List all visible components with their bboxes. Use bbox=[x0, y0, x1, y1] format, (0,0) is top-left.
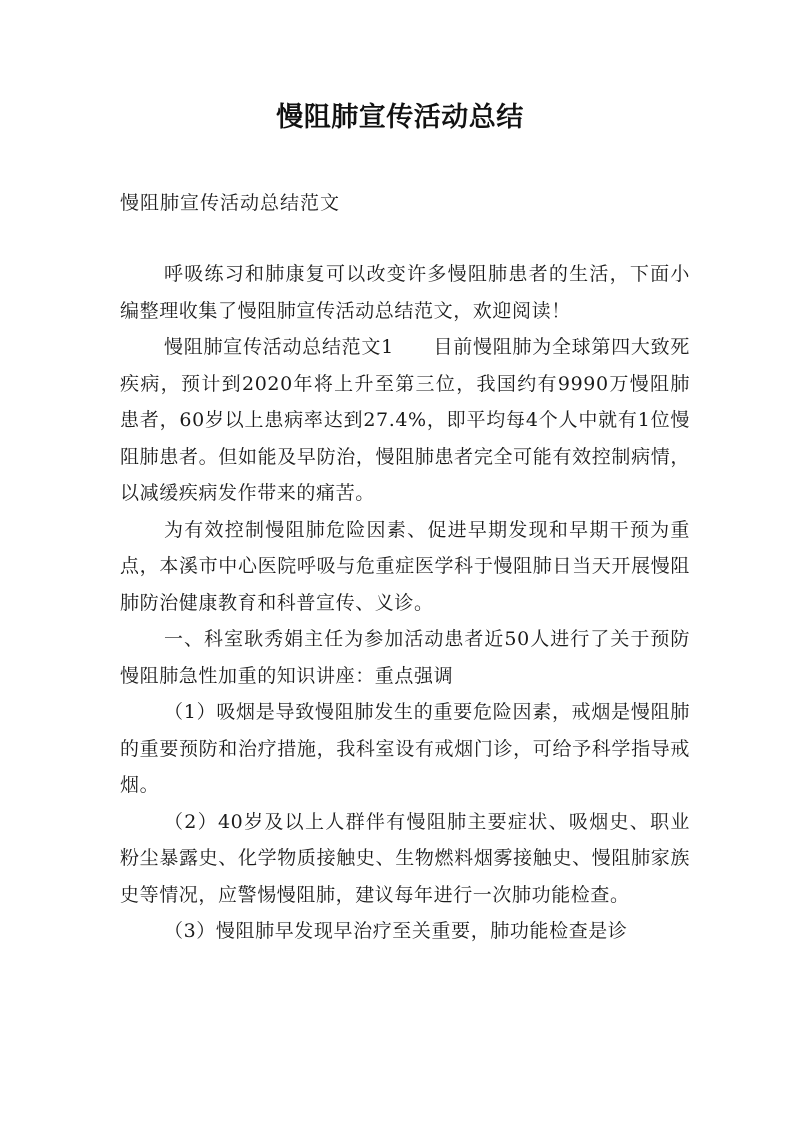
paragraph-lecture: 一、科室耿秀娟主任为参加活动患者近50人进行了关于预防慢阻肺急性加重的知识讲座：重点强调 bbox=[120, 628, 690, 687]
paragraph-point-3: （3）慢阻肺早发现早治疗至关重要，肺功能检查是诊 bbox=[164, 920, 628, 942]
paragraph-point-2: （2）40岁及以上人群伴有慢阻肺主要症状、吸烟史、职业粉尘暴露史、化学物质接触史、生物燃料烟雾接触史、慢阻肺家族史等情况，应警惕慢阻肺，建议每年进行一次肺功能检查。 bbox=[120, 810, 690, 906]
document-title: 慢阻肺宣传活动总结 bbox=[276, 102, 524, 133]
paragraph-goals: 为有效控制慢阻肺危险因素、促进早期发现和早期干预为重点，本溪市中心医院呼吸与危重症医学科于慢阻肺日当天开展慢阻肺防治健康教育和科普宣传、义诊。 bbox=[120, 518, 690, 614]
paragraph-point-1: （1）吸烟是导致慢阻肺发生的重要危险因素，戒烟是慢阻肺的重要预防和治疗措施，我科室设有戒烟门诊，可给予科学指导戒烟。 bbox=[120, 701, 690, 796]
document-body bbox=[120, 256, 690, 950]
paragraph-sample-1: 慢阻肺宣传活动总结范文1 目前慢阻肺为全球第四大致死疾病，预计到2020年将上升至第三位，我国约有9990万慢阻肺患者，60岁以上患病率达到27.4%，即平均每4个人中就有1位慢阻肺患者。但如能及早防治，慢阻肺患者完全可能有效控制病情，以减缓疾病发作带来的痛苦。 bbox=[120, 336, 690, 504]
paragraph-intro: 呼吸练习和肺康复可以改变许多慢阻肺患者的生活，下面小编整理收集了慢阻肺宣传活动总结范文，欢迎阅读！ bbox=[120, 263, 690, 322]
document-subtitle: 慢阻肺宣传活动总结范文 bbox=[120, 192, 341, 214]
